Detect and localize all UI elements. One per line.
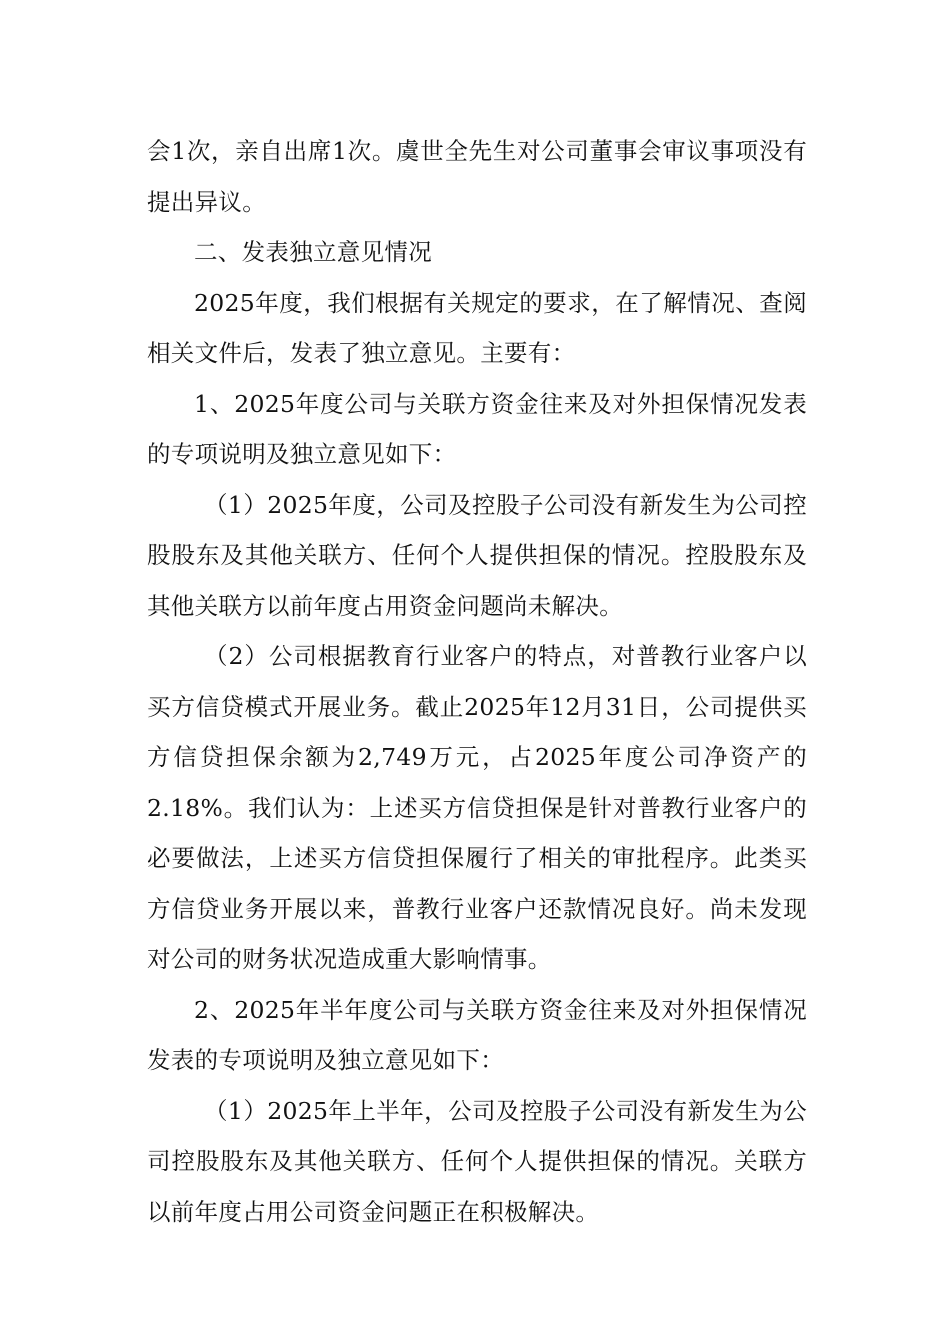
section-heading-independent-opinions: 二、发表独立意见情况 [194, 238, 432, 266]
item-2-sub-1: （1）2025年上半年，公司及控股子公司没有新发生为公司控股股东及其他关联方、任何个人提供担保的情况。关联方以前年度占用公司资金问题正在积极解决。 [147, 1096, 807, 1226]
paragraph-attendance: 会1次，亲自出席1次。虞世全先生对公司董事会审议事项没有提出异议。 [147, 137, 807, 216]
item-2-heading: 2、2025年半年度公司与关联方资金往来及对外担保情况发表的专项说明及独立意见如下： [147, 995, 807, 1074]
item-1-sub-1: （1）2025年度，公司及控股子公司没有新发生为公司控股股东及其他关联方、任何个人提供担保的情况。控股股东及其他关联方以前年度占用资金问题尚未解决。 [147, 490, 807, 620]
item-1-sub-2: （2）公司根据教育行业客户的特点，对普教行业客户以买方信贷模式开展业务。截止2025年12月31日，公司提供买方信贷担保余额为2,749万元，占2025年度公司净资产的2.18%。我们认为：上述买方信贷担保是针对普教行业客户的必要做法，上述买方信贷担保履行了相关的审批程序。此类买方信贷业务开展以来，普教行业客户还款情况良好。尚未发现对公司的财务状况造成重大影响情事。 [147, 642, 807, 973]
document-body [147, 126, 807, 1237]
item-1-heading: 1、2025年度公司与关联方资金往来及对外担保情况发表的专项说明及独立意见如下： [147, 389, 807, 468]
paragraph-intro: 2025年度，我们根据有关规定的要求，在了解情况、查阅相关文件后，发表了独立意见。主要有： [147, 288, 807, 367]
